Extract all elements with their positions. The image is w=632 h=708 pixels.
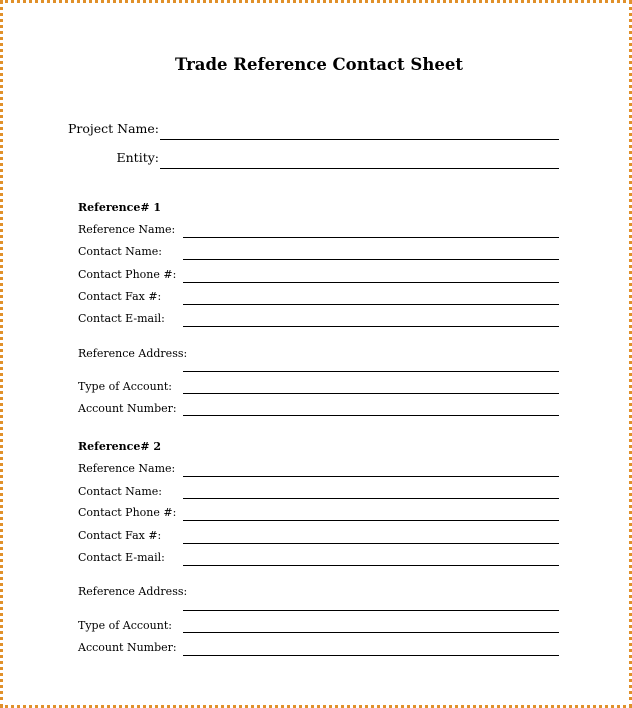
ref1-reference-name-label: Reference Name:: [78, 223, 176, 236]
ref1-type-of-account-label: Type of Account:: [78, 380, 172, 393]
ref2-reference-address-field[interactable]: [183, 610, 559, 611]
project-name-label: Project Name:: [67, 121, 159, 136]
project-name-field[interactable]: [160, 139, 559, 140]
ref2-type-of-account-field[interactable]: [183, 632, 559, 633]
ref2-contact-fax-label: Contact Fax #:: [78, 529, 162, 542]
ref1-contact-email-field[interactable]: [183, 326, 559, 327]
ref1-type-of-account-field[interactable]: [183, 393, 559, 394]
ref1-contact-email-label: Contact E-mail:: [78, 312, 165, 325]
ref1-contact-name-label: Contact Name:: [78, 245, 163, 258]
page-title: Trade Reference Contact Sheet: [175, 55, 463, 74]
reference-1-heading: Reference# 1: [78, 201, 162, 214]
ref2-account-number-label: Account Number:: [78, 641, 177, 654]
ref1-contact-fax-field[interactable]: [183, 304, 559, 305]
ref1-account-number-label: Account Number:: [78, 402, 177, 415]
ref1-contact-phone-label: Contact Phone #:: [78, 268, 177, 281]
ref2-contact-email-field[interactable]: [183, 565, 559, 566]
ref2-contact-phone-label: Contact Phone #:: [78, 506, 177, 519]
ref1-reference-name-field[interactable]: [183, 237, 559, 238]
ref1-reference-address-label: Reference Address:: [78, 347, 188, 360]
ref2-reference-address-label: Reference Address:: [78, 585, 188, 598]
entity-label: Entity:: [116, 150, 159, 165]
ref2-account-number-field[interactable]: [183, 655, 559, 656]
ref1-account-number-field[interactable]: [183, 415, 559, 416]
ref2-type-of-account-label: Type of Account:: [78, 619, 172, 632]
ref2-contact-email-label: Contact E-mail:: [78, 551, 165, 564]
ref2-contact-name-label: Contact Name:: [78, 485, 163, 498]
ref1-reference-address-field[interactable]: [183, 371, 559, 372]
ref2-contact-phone-field[interactable]: [183, 520, 559, 521]
ref2-reference-name-field[interactable]: [183, 476, 559, 477]
ref1-contact-phone-field[interactable]: [183, 282, 559, 283]
ref2-contact-name-field[interactable]: [183, 498, 559, 499]
ref1-contact-fax-label: Contact Fax #:: [78, 290, 162, 303]
entity-field[interactable]: [160, 168, 559, 169]
reference-2-heading: Reference# 2: [78, 440, 162, 453]
ref1-contact-name-field[interactable]: [183, 259, 559, 260]
ref2-reference-name-label: Reference Name:: [78, 462, 176, 475]
ref2-contact-fax-field[interactable]: [183, 543, 559, 544]
